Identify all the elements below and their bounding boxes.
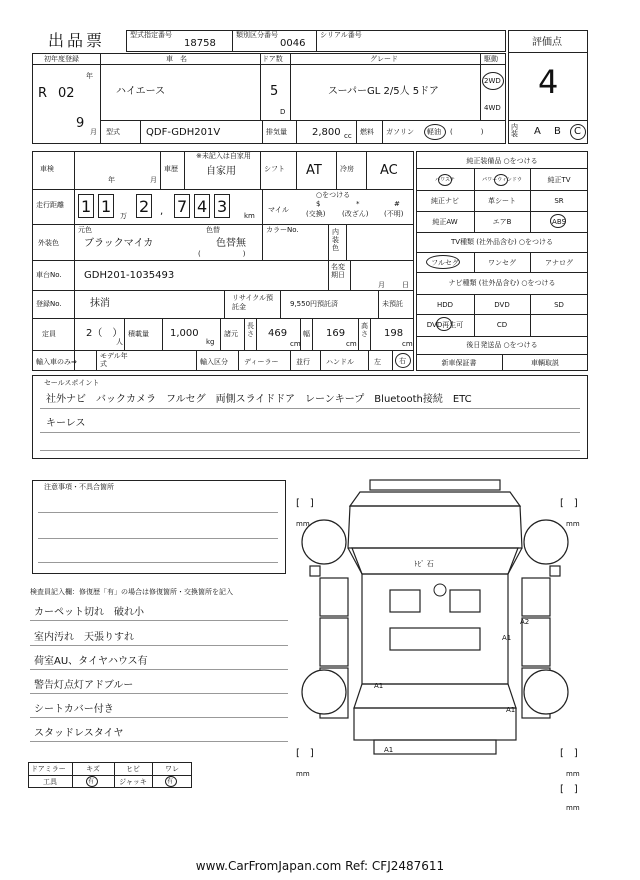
legend-break: ワレ xyxy=(165,765,179,773)
era: R xyxy=(38,86,48,101)
tv-type-label: TV種類 (社外品含む) ○をつける xyxy=(450,238,554,246)
type-designation-label: 型式指定番号 xyxy=(130,31,172,39)
model-label: 型式 xyxy=(106,128,120,136)
unknown-option: (不明) xyxy=(384,210,404,218)
new-car-warranty: 新車保証書 xyxy=(441,359,477,367)
left-mirror xyxy=(310,566,320,576)
inspection-label: 車検 xyxy=(40,165,54,173)
legend-jack-has: 有 xyxy=(167,778,174,785)
sales-points-line-2: キーレス xyxy=(46,418,86,429)
legend-tools: 工具 xyxy=(43,778,57,786)
recycle-value: 9,550円預託済 xyxy=(290,300,339,308)
usage-note: ※未記入は自家用 xyxy=(196,152,251,160)
hood xyxy=(348,506,522,548)
fuel-other: ( ) xyxy=(450,128,484,136)
load-label: 積載量 xyxy=(128,330,149,338)
tread-bracket-fr: [ ] xyxy=(560,498,578,509)
usage-label: 車歴 xyxy=(164,165,178,173)
score-label: 評価点 xyxy=(532,37,562,48)
inspector-note: 荷室AU、タイヤハウス有 xyxy=(34,656,148,667)
tv-analog: アナログ xyxy=(545,259,573,267)
hood-front xyxy=(350,492,520,506)
sales-points-label: セールスポイント xyxy=(44,379,100,387)
ac-value: AC xyxy=(380,163,398,178)
interior-color-label: 内装色 xyxy=(332,228,339,252)
model-year-label: モデル年式 xyxy=(100,352,128,368)
inspector-note: カーペット切れ 破れ小 xyxy=(34,607,144,618)
diagram-mark-a1: A1 xyxy=(384,746,394,754)
equip-tv: 純正TV xyxy=(547,176,571,184)
legend-jack: ジャッキ xyxy=(119,778,147,786)
parallel-option: 並行 xyxy=(296,358,310,366)
diagram-roof-label: ﾄﾋﾞ 石 xyxy=(414,560,434,568)
roof xyxy=(362,574,508,684)
sales-points-box xyxy=(32,375,588,459)
standard-equipment-label: 純正装備品 ○をつける xyxy=(466,157,538,165)
load-value: 1,000 xyxy=(170,328,199,339)
displacement: 2,800 xyxy=(312,127,341,138)
month-unit: 月 xyxy=(90,128,97,136)
mile-option: マイル xyxy=(268,206,289,214)
door-count: 5 xyxy=(270,84,279,99)
right-mirror xyxy=(550,566,560,576)
equip-sunroof: SR xyxy=(554,197,564,205)
fuel-diesel: 軽油 xyxy=(427,128,441,136)
right-handle-option: 右 xyxy=(399,357,406,365)
equip-power-steering: パワステ xyxy=(435,177,455,183)
import-only-label: 輸入車のみ⇒ xyxy=(36,358,77,366)
mileage-man-unit: 万 xyxy=(120,212,127,220)
tamper-mark: * xyxy=(356,200,360,208)
car-name: ハイエース xyxy=(116,86,166,97)
color-change-paren: ( ) xyxy=(198,250,246,258)
tv-fullseg: フルセグ xyxy=(431,259,459,267)
tread-unit: mm xyxy=(566,804,580,812)
category-number-label: 類別区分番号 xyxy=(236,31,278,39)
tread-bracket-rl: [ ] xyxy=(296,748,314,759)
specs-label: 諸元 xyxy=(224,330,238,338)
registration-value: 抹消 xyxy=(90,298,110,309)
original-color: ブラックマイカ xyxy=(84,238,154,249)
owner-manual: 車輌取説 xyxy=(531,359,559,367)
category-number: 0046 xyxy=(280,38,306,49)
windshield xyxy=(352,548,518,574)
dealer-option: ディーラー xyxy=(244,358,279,366)
reg-month: 9 xyxy=(76,116,85,131)
serial-number-label: シリアル番号 xyxy=(320,31,362,39)
equip-power-window: パワーウィンドウ xyxy=(482,177,522,183)
tread-unit: mm xyxy=(296,770,310,778)
length-value: 469 xyxy=(268,328,288,339)
legend-door-mirror: ドアミラー xyxy=(31,765,66,773)
inspector-note: 室内汚れ 天張りすれ xyxy=(34,632,134,643)
tread-bracket-rr: [ ] xyxy=(560,748,578,759)
type-designation-number: 18758 xyxy=(184,38,216,49)
tread-bracket-fl: [ ] xyxy=(296,498,314,509)
seat xyxy=(450,590,480,612)
equip-abs: ABS xyxy=(552,218,566,226)
mileage-digit: 1 xyxy=(81,197,92,216)
caution-label: 注意事項・不具合箇所 xyxy=(44,483,114,491)
capacity-value: 2（ ） xyxy=(86,328,123,339)
mileage-digit: 2 xyxy=(139,197,150,216)
first-registration-label: 初年度登録 xyxy=(44,55,79,63)
displacement-label: 排気量 xyxy=(266,128,287,136)
doors-label: ドア数 xyxy=(262,55,283,63)
left-rear-door xyxy=(320,618,348,666)
interior-grade-a: A xyxy=(534,126,541,137)
height-label: 高さ xyxy=(361,322,368,338)
year-unit: 年 xyxy=(86,72,93,80)
legend-tools-has: 有 xyxy=(88,778,95,785)
recycle-label: リサイクル預託金 xyxy=(232,294,274,311)
fuel-label: 燃料 xyxy=(360,128,374,136)
footer-reference[interactable]: www.CarFromJapan.com Ref: CFJ2487611 xyxy=(195,859,445,873)
rear-right-wheel xyxy=(524,670,568,714)
interior-grade-b: B xyxy=(554,126,561,137)
color-code-label: カラーNo. xyxy=(266,226,299,234)
legend-crack: ヒビ xyxy=(126,765,140,773)
width-unit: cm xyxy=(346,340,357,348)
tread-unit: mm xyxy=(296,520,310,528)
door-type: D xyxy=(280,108,286,116)
drive-2wd: 2WD xyxy=(484,77,501,85)
color-change-value: 色替無 xyxy=(216,238,246,249)
height-value: 198 xyxy=(384,328,404,339)
model-code: QDF-GDH201V xyxy=(146,127,221,138)
interior-label: 内装 xyxy=(511,123,518,138)
grade-value: スーパーGL 2/5人 5ドア xyxy=(328,86,439,97)
equip-leather: 革シート xyxy=(488,197,516,205)
inspection-month-unit: 月 xyxy=(150,176,157,184)
front-right-wheel xyxy=(524,520,568,564)
name-change-month: 月 xyxy=(378,281,385,289)
drive-4wd: 4WD xyxy=(484,104,501,112)
exchange-option: (交換) xyxy=(306,210,326,218)
shift-value: AT xyxy=(306,163,322,178)
length-label: 長さ xyxy=(247,322,254,338)
ac-label: 冷房 xyxy=(340,165,354,173)
fuel-gasoline: ガソリン xyxy=(386,128,414,136)
rear-left-wheel xyxy=(302,670,346,714)
navi-type-label: ナビ種類 (社外品含む) ○をつける xyxy=(448,279,556,287)
car-damage-diagram xyxy=(290,478,590,808)
diagram-mark-a1: A1 xyxy=(502,634,512,642)
recycle-unpaid: 未預託 xyxy=(382,300,403,308)
chassis-number: GDH201-1035493 xyxy=(84,270,175,281)
navi-cd: CD xyxy=(496,321,508,329)
mileage-separator: , xyxy=(160,206,164,217)
capacity-label: 定員 xyxy=(42,330,56,338)
right-front-door xyxy=(522,578,550,616)
equip-alloy-wheels: 純正AW xyxy=(432,218,458,226)
inspector-note: スタッドレスタイヤ xyxy=(34,728,124,739)
shift-label: シフト xyxy=(264,165,285,173)
registration-label: 登録No. xyxy=(36,300,62,308)
left-handle-option: 左 xyxy=(374,358,381,366)
navi-dvd-play: DVD再生可 xyxy=(426,321,464,329)
mileage-digit: 3 xyxy=(217,197,228,216)
tv-oneseg: ワンセグ xyxy=(488,259,516,267)
interior-grade-c: C xyxy=(574,126,581,137)
chassis-label: 車台No. xyxy=(36,271,62,279)
seat xyxy=(390,590,420,612)
original-color-label: 元色 xyxy=(78,226,92,234)
usage-value: 自家用 xyxy=(206,166,236,177)
width-label: 幅 xyxy=(303,330,310,338)
seat-bench xyxy=(390,628,480,650)
mileage-digit: 7 xyxy=(177,197,188,216)
tamper-option: (改ざん) xyxy=(342,210,369,218)
unknown-mark: # xyxy=(394,200,400,208)
inspector-note: シートカバー付き xyxy=(34,704,114,715)
front-bumper xyxy=(370,480,500,490)
mileage-km-unit: km xyxy=(244,212,255,220)
navi-hdd: HDD xyxy=(436,301,454,309)
diagram-mark-a1: A1 xyxy=(506,706,516,714)
displacement-unit: cc xyxy=(344,132,352,140)
mileage-digit: 1 xyxy=(101,197,112,216)
tread-bracket-spare: [ ] xyxy=(560,784,578,795)
tread-unit: mm xyxy=(566,770,580,778)
capacity-unit: 人 xyxy=(116,338,123,346)
mileage-digit: 4 xyxy=(197,197,208,216)
length-unit: cm xyxy=(290,340,301,348)
handle-label: ハンドル xyxy=(326,358,354,366)
sales-points-line-1: 社外ナビ バックカメラ フルセグ 両側スライドドア レーンキープ Bluetooth接続 ETC xyxy=(46,394,472,405)
diagram-mark-a2: A2 xyxy=(520,618,530,626)
width-value: 169 xyxy=(326,328,346,339)
caution-box xyxy=(32,480,286,574)
load-unit: kg xyxy=(206,338,215,346)
inspection-year-unit: 年 xyxy=(108,176,115,184)
later-docs-label: 後日発送品 ○をつける xyxy=(466,341,538,349)
exchange-mark: $ xyxy=(316,200,321,208)
tailgate xyxy=(354,708,516,740)
equip-airbag: エアB xyxy=(492,218,512,226)
mileage-label: 走行距離 xyxy=(36,201,64,209)
tread-unit: mm xyxy=(566,520,580,528)
inspector-notes-label: 検査員記入欄：修復歴「有」の場合は修復箇所・交換箇所を記入 xyxy=(30,588,233,596)
left-front-door xyxy=(320,578,348,616)
inspector-note: 警告灯点灯アドブルー xyxy=(34,680,134,691)
import-category-label: 輸入区分 xyxy=(200,358,228,366)
name-change-label: 名変期日 xyxy=(331,263,345,279)
color-change-label: 色替 xyxy=(206,226,220,234)
grade-label: グレード xyxy=(370,55,398,63)
navi-sd: SD xyxy=(554,301,564,309)
navi-dvd: DVD xyxy=(494,301,510,309)
document-title: 出品票 xyxy=(48,31,106,50)
equip-navi: 純正ナビ xyxy=(431,197,459,205)
overall-score: 4 xyxy=(538,63,559,101)
height-unit: cm xyxy=(402,340,413,348)
drive-label: 駆動 xyxy=(484,55,498,63)
name-change-day: 日 xyxy=(402,281,409,289)
damage-mark xyxy=(434,584,446,596)
exterior-color-label: 外装色 xyxy=(38,239,59,247)
legend-scratch: キズ xyxy=(86,765,100,773)
mileage-status-note: ○をつける xyxy=(316,191,351,199)
reg-year: 02 xyxy=(58,86,75,101)
diagram-mark-a1: A1 xyxy=(374,682,384,690)
car-name-label: 車 名 xyxy=(166,55,187,63)
